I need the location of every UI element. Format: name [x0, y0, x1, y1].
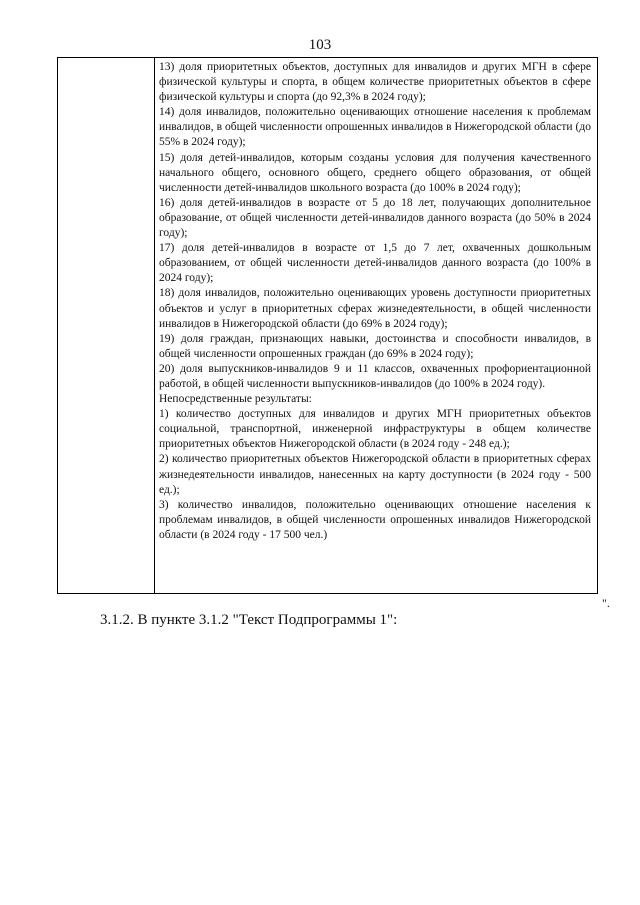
list-item: 15) доля детей-инвалидов, которым созданы условия для получения качественного начального общего, основного общего, среднего общего образования, от общей численности детей-инвалидов школьного возраста (до 100% в 2024 году);: [159, 151, 591, 194]
section-heading: 3.1.2. В пункте 3.1.2 "Текст Подпрограммы 1":: [100, 612, 398, 628]
list-item: 20) доля выпускников-инвалидов 9 и 11 классов, охваченных профориентационной работой, в общей численности выпускников-инвалидов (до 100% в 2024 году).: [159, 362, 591, 390]
list-item: 16) доля детей-инвалидов в возрасте от 5 до 18 лет, получающих дополнительное образование, от общей численности детей-инвалидов данного возраста (до 50% в 2024 году);: [159, 196, 591, 240]
list-item: 18) доля инвалидов, положительно оценивающих уровень доступности приоритетных объектов и услуг в приоритетных сферах жизнедеятельности, в общей численности инвалидов в Нижегородской области (до 69% в 2024 году);: [159, 287, 591, 330]
list-item: 1) количество доступных для инвалидов и других МГН приоритетных объектов социальной, транспортной, инженерной инфраструктуры в общем количестве приоритетных объектов Нижегородской области (в 2024 году - 248 ед.);: [159, 408, 591, 451]
list-item: 2) количество приоритетных объектов Нижегородской области в приоритетных сферах жизнедеятельности инвалидов, нанесенных на карту доступности (в 2024 году - 500 ед.);: [159, 453, 591, 496]
list-item: 13) доля приоритетных объектов, доступных для инвалидов и других МГН в сфере физической культуры и спорта, в общем количестве приоритетных объектов в сфере физической культуры и спорта (до 92,3% в 2024 году);: [159, 61, 591, 104]
page-number: 103: [308, 37, 332, 53]
list-item: 17) доля детей-инвалидов в возрасте от 1,5 до 7 лет, охваченных дошкольным образованием, от общей численности детей-инвалидов данного возраста (до 100% в 2024 году);: [159, 242, 591, 285]
list-item: 19) доля граждан, признающих навыки, достоинства и способности инвалидов, в общей численности опрошенных граждан (до 69% в 2024 году);: [159, 332, 591, 360]
closing-quote: ".: [602, 596, 610, 610]
content-table: [57, 57, 598, 594]
list-item: 14) доля инвалидов, положительно оценивающих отношение населения к проблемам инвалидов, в общей численности опрошенных инвалидов в Нижегородской области (до 55% в 2024 году);: [159, 106, 591, 149]
table-left-cell: [58, 58, 155, 593]
results-heading: Непосредственные результаты:: [159, 393, 312, 406]
list-item: 3) количество инвалидов, положительно оценивающих отношение населения к проблемам инвалидов, в общей численности опрошенных инвалидов Нижегородской области (в 2024 году - 17 500 чел.): [159, 498, 591, 541]
table-right-cell: [155, 58, 597, 593]
